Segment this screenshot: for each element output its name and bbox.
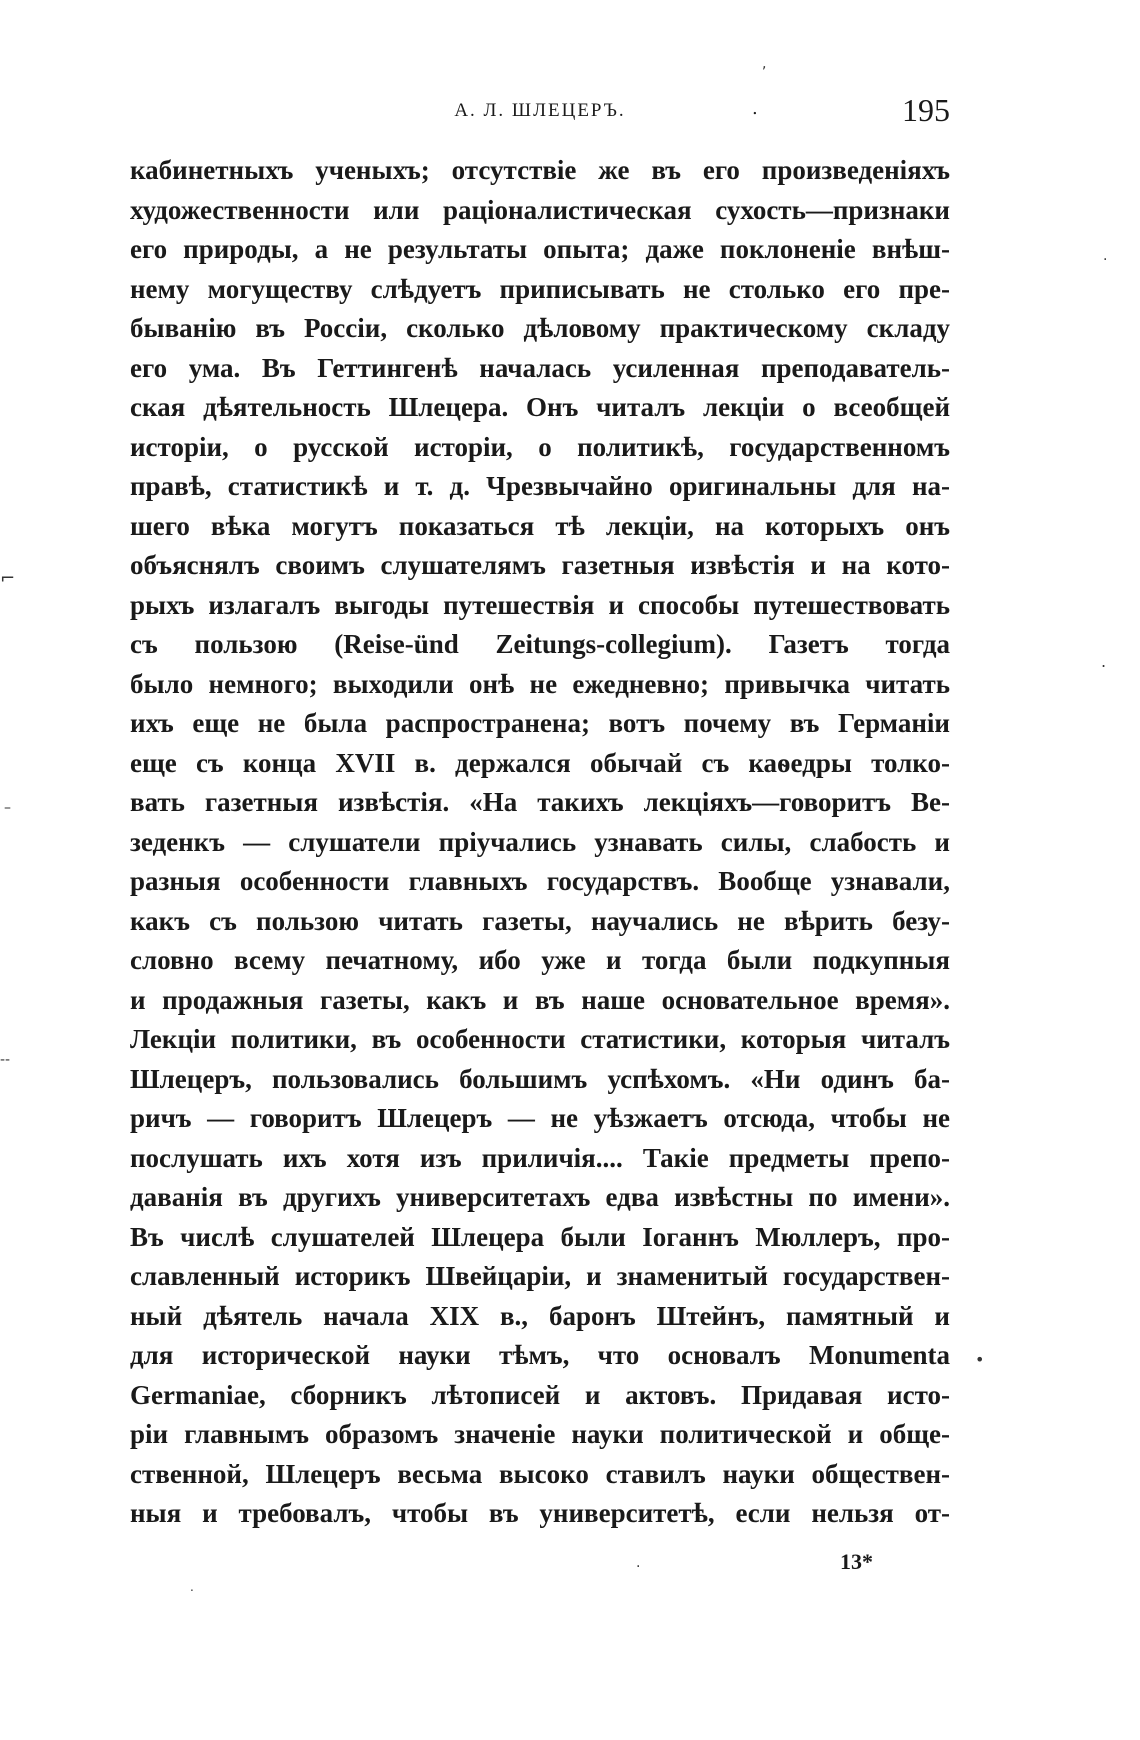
text-line: быванію въ Россіи, сколько дѣловому практическому складу bbox=[130, 313, 950, 343]
text-line: шего вѣка могутъ показаться тѣ лекціи, на которыхъ онъ bbox=[130, 510, 950, 541]
header-dot: . bbox=[752, 98, 758, 119]
text-line: еще съ конца XVII в. держался обычай съ каѳедры толко- bbox=[130, 747, 950, 778]
text-line: художественности или раціоналистическая сухость—признаки bbox=[130, 194, 950, 225]
text-line: исторіи, о русской исторіи, о политикѣ, государственномъ bbox=[130, 431, 950, 462]
text-line: Шлецеръ, пользовались большимъ успѣхомъ. «Ни одинъ ба- bbox=[130, 1063, 950, 1094]
text-line: съ пользою (Reise-ünd Zeitungs-collegium). Газетъ тогда bbox=[130, 629, 950, 659]
page-header bbox=[130, 92, 950, 132]
body-text bbox=[130, 151, 950, 1534]
running-head: А. Л. ШЛЕЦЕРЪ. bbox=[454, 100, 626, 121]
text-line: Лекціи политики, въ особенности статистики, которыя читалъ bbox=[130, 1024, 950, 1054]
text-line: ный дѣятель начала XIX в., баронъ Штейнъ, памятный и bbox=[130, 1300, 950, 1331]
text-line: его природы, а не результаты опыта; даже поклоненіе внѣш- bbox=[130, 234, 950, 264]
margin-mark: . bbox=[1103, 248, 1108, 264]
margin-mark: -- bbox=[0, 1052, 11, 1068]
text-line: кабинетныхъ ученыхъ; отсутствіе же въ его произведеніяхъ bbox=[130, 155, 950, 185]
text-line: нему могуществу слѣдуетъ приписывать не столько его пре- bbox=[130, 273, 950, 304]
text-line: славленный историкъ Швейцаріи, и знаменитый государствен- bbox=[130, 1261, 950, 1291]
text-line: ихъ еще не была распространена; вотъ почему въ Германіи bbox=[130, 708, 950, 738]
text-line: рыхъ излагалъ выгоды путешествія и способы путешествовать bbox=[130, 589, 950, 620]
text-line: правѣ, статистикѣ и т. д. Чрезвычайно оригинальны для на- bbox=[130, 471, 950, 501]
text-line: послушать ихъ хотя изъ приличія.... Такіе предметы препо- bbox=[130, 1142, 950, 1173]
margin-mark: . bbox=[1101, 652, 1107, 671]
text-line: разныя особенности главныхъ государствъ. Вообще узнавали, bbox=[130, 866, 950, 896]
text-line: Въ числѣ слушателей Шлецера были Іоганнъ Мюллеръ, про- bbox=[130, 1221, 950, 1252]
text-line: для исторической науки тѣмъ, что основалъ Monumenta bbox=[130, 1340, 950, 1370]
text-line: ріи главнымъ образомъ значеніе науки политической и обще- bbox=[130, 1419, 950, 1449]
margin-mark: . bbox=[190, 1580, 194, 1594]
text-line: какъ съ пользою читать газеты, научались не вѣрить безу- bbox=[130, 905, 950, 936]
margin-mark: , bbox=[762, 56, 767, 72]
text-line: вать газетныя извѣстія. «На такихъ лекціяхъ—говоритъ Ве- bbox=[130, 787, 950, 817]
text-line: ская дѣятельность Шлецера. Онъ читалъ лекціи о всеобщей bbox=[130, 392, 950, 422]
text-line: и продажныя газеты, какъ и въ наше основательное время». bbox=[130, 984, 950, 1015]
text-line: объяснялъ своимъ слушателямъ газетныя извѣстія и на кото- bbox=[130, 550, 950, 580]
margin-mark: • bbox=[975, 1350, 985, 1369]
margin-mark: . bbox=[636, 1555, 641, 1571]
text-line: зеденкъ — слушатели пріучались узнавать силы, слабость и bbox=[130, 826, 950, 857]
text-line: ныя и требовалъ, чтобы въ университетѣ, если нельзя от- bbox=[130, 1498, 950, 1528]
margin-mark: – bbox=[4, 800, 11, 816]
text-line: даванія въ другихъ университетахъ едва извѣстны по имени». bbox=[130, 1182, 950, 1212]
page-number: 195 bbox=[902, 92, 950, 128]
text-line: ственной, Шлецеръ весьма высоко ставилъ науки обществен- bbox=[130, 1458, 950, 1489]
text-line: Germaniae, сборникъ лѣтописей и актовъ. Придавая исто- bbox=[130, 1379, 950, 1410]
text-line: ричъ — говоритъ Шлецеръ — не уѣзжаетъ отсюда, чтобы не bbox=[130, 1103, 950, 1133]
text-line: было немного; выходили онѣ не ежедневно; привычка читать bbox=[130, 668, 950, 699]
text-line: словно всему печатному, ибо уже и тогда были подкупныя bbox=[130, 945, 950, 975]
margin-mark: ⌐ bbox=[0, 568, 16, 589]
text-line: его ума. Въ Геттингенѣ началась усиленная преподаватель- bbox=[130, 352, 950, 383]
signature-mark: 13* bbox=[840, 1549, 873, 1574]
